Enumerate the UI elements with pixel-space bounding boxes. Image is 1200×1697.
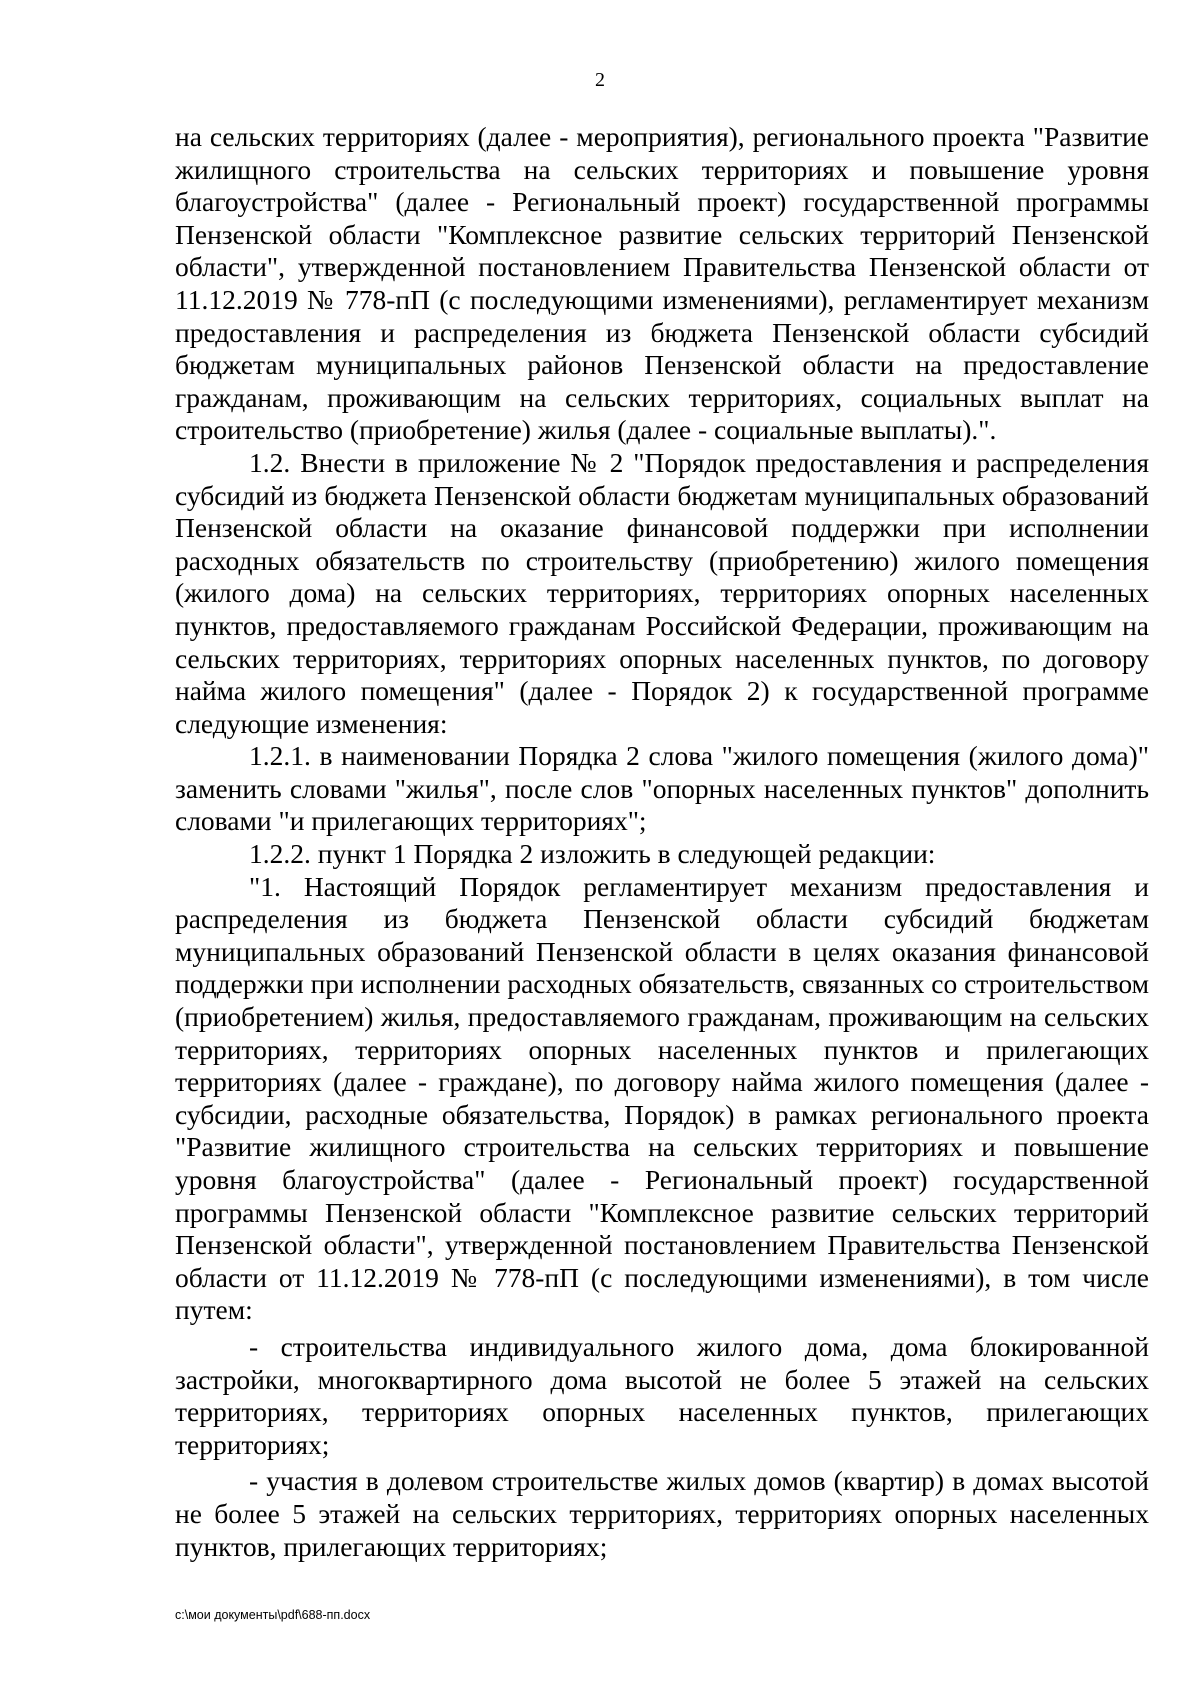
paragraph-1-2-1: 1.2.1. в наименовании Порядка 2 слова "жилого помещения (жилого дома)" заменить словами "жилья", после слов "опорных населенных пунктов" дополнить словами "и прилегающих территориях";: [175, 740, 1149, 837]
footer-file-path: c:\мои документы\pdf\688-пп.docx: [175, 1608, 371, 1622]
paragraph-1-2-2: 1.2.2. пункт 1 Порядка 2 изложить в следующей редакции:: [249, 838, 936, 870]
page-number: 2: [595, 69, 605, 91]
list-item-construction: - строительства индивидуального жилого дома, дома блокированной застройки, многоквартирного дома высотой не более 5 этажей на сельских территориях, территориях опорных населенных пунктов, прилегающих территориях;: [175, 1330, 1149, 1460]
paragraph-1-2: 1.2. Внести в приложение № 2 "Порядок предоставления и распределения субсидий из бюджета Пензенской области бюджетам муниципальных образований Пензенской области на оказание финансовой поддержки при исполнении расходных обязательств по строительству (приобретению) жилого помещения (жилого дома) на сельских территориях, территориях опорных населенных пунктов, предоставляемого гражданам Российской Федерации, проживающим на сельских территориях, территориях опорных населенных пунктов, по договору найма жилого помещения" (далее - Порядок 2) к государственной программе следующие изменения:: [175, 446, 1149, 739]
paragraph-continuation: на сельских территориях (далее - мероприятия), регионального проекта "Развитие жилищного строительства на сельских территориях и повышение уровня благоустройства" (далее - Региональный проект) государственной программы Пензенской области "Комплексное развитие сельских территорий Пензенской области", утвержденной постановлением Правительства Пензенской области от 11.12.2019 № 778-пП (с последующими изменениями), регламентирует механизм предоставления и распределения из бюджета Пензенской области субсидий бюджетам муниципальных районов Пензенской области на предоставление гражданам, проживающим на сельских территориях, социальных выплат на строительство (приобретение) жилья (далее - социальные выплаты).".: [175, 121, 1149, 446]
document-body: [175, 121, 1149, 1563]
paragraph-quoted-point-1: "1. Настоящий Порядок регламентирует механизм предоставления и распределения из бюджета Пензенской области субсидий бюджетам муниципальных образований Пензенской области в целях оказания финансовой поддержки при исполнении расходных обязательств, связанных со строительством (приобретением) жилья, предоставляемого гражданам, проживающим на сельских территориях, территориях опорных населенных пунктов и прилегающих территориях (далее - граждане), по договору найма жилого помещения (далее - субсидии, расходные обязательства, Порядок) в рамках регионального проекта "Развитие жилищного строительства на сельских территориях и повышение уровня благоустройства" (далее - Региональный проект) государственной программы Пензенской области "Комплексное развитие сельских территорий Пензенской области", утвержденной постановлением Правительства Пензенской области от 11.12.2019 № 778-пП (с последующими изменениями), в том числе путем:: [175, 870, 1149, 1326]
list-item-shared-construction: - участия в долевом строительстве жилых домов (квартир) в домах высотой не более 5 этажей на сельских территориях, территориях опорных населенных пунктов, прилегающих территориях;: [175, 1465, 1149, 1562]
